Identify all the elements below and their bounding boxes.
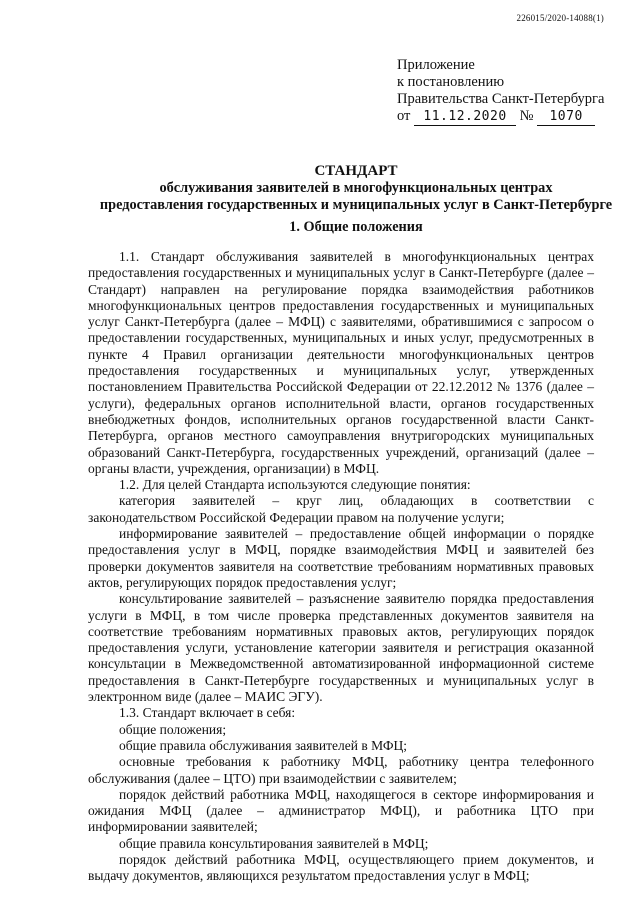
paragraph: порядок действий работника МФЦ, осуществляющего прием документов, и выдачу документов, являющихся результатом предоставления услуг в МФЦ; (88, 851, 594, 884)
appendix-line-2: к постановлению (397, 74, 505, 90)
date-prefix: от (397, 108, 411, 124)
paragraph: общие положения; (119, 721, 227, 737)
appendix-line-3: Правительства Санкт-Петербурга (397, 91, 605, 107)
section-title: 1. Общие положения (289, 219, 423, 235)
paragraph: общие правила обслуживания заявителей в МФЦ; (119, 737, 408, 753)
appendix-date-row (397, 108, 604, 126)
document-title: СТАНДАРТ (314, 163, 398, 179)
appendix-block (397, 57, 604, 126)
document-registration-number: 226015/2020-14088(1) (516, 13, 604, 23)
date-value: 11.12.2020 (414, 108, 516, 126)
document-subtitle-line-1: обслуживания заявителей в многофункциональных центрах (159, 180, 553, 196)
appendix-line-1: Приложение (397, 57, 475, 73)
number-sign: № (519, 108, 534, 124)
body-text (88, 249, 594, 885)
paragraph: 1.2. Для целей Стандарта используются следующие понятия: (119, 477, 471, 493)
document-subtitle-line-2: предоставления государственных и муниципальных услуг в Санкт-Петербурге (99, 196, 613, 213)
paragraph: порядок действий работника МФЦ, находящегося в секторе информирования и ожидания МФЦ (далее – администратор МФЦ), и работника ЦТО при информировании заявителей; (88, 786, 594, 835)
paragraph: консультирование заявителей – разъяснение заявителю порядка предоставления услуги в МФЦ, в том числе проверка представленных документов заявителя на соответствие требованиям нормативных правовых актов, регулирующих порядок предоставления услуги, установление категории заявителя и регистрация оказанной консультации в Межведомственной автоматизированной информационной системе предоставления в Санкт-Петербурге государственных и муниципальных услуг в электронном виде (далее – МАИС ЭГУ). (88, 591, 594, 705)
paragraph: основные требования к работнику МФЦ, работнику центра телефонного обслуживания (далее – ЦТО) при взаимодействии с заявителем; (88, 754, 594, 786)
paragraph: 1.3. Стандарт включает в себя: (119, 705, 296, 721)
paragraph: категория заявителей – круг лиц, обладающих в соответствии с законодательством Российской Федерации правом на получение услуги; (88, 493, 594, 525)
paragraph: информирование заявителей – предоставление общей информации о порядке предоставления услуг в МФЦ, порядке взаимодействия МФЦ и заявителей без проверки документов заявителя на соответствие требованиям нормативных правовых актов, регулирующих порядок предоставления услуг; (88, 526, 594, 590)
number-value: 1070 (537, 108, 595, 126)
paragraph: общие правила консультирования заявителей в МФЦ; (119, 835, 429, 851)
document-title-block (88, 162, 624, 213)
paragraph: 1.1. Стандарт обслуживания заявителей в многофункциональных центрах предоставления государственных и муниципальных услуг в Санкт-Петербурге (далее – Стандарт) направлен на регулирование порядка взаимодействия работников многофункциональных центров предоставления государственных и муниципальных услуг Санкт-Петербурга (далее – МФЦ) с заявителями, обратившимися с запросом о предоставлении государственных, муниципальных и иных услуг, предусмотренных в пункте 4 Правил организации деятельности многофункциональных центров предоставления государственных и муниципальных услуг, утвержденных постановлением Правительства Российской Федерации от 22.12.2012 № 1376 (далее – услуги), федеральных органов исполнительной власти, органов государственных внебюджетных фондов, исполнительных органов государственной власти Санкт-Петербурга, органов местного самоуправления внутригородских муниципальных образований Санкт-Петербурга, государственных учреждений, организаций (далее – органы власти, учреждения, организации) в МФЦ. (88, 249, 594, 476)
